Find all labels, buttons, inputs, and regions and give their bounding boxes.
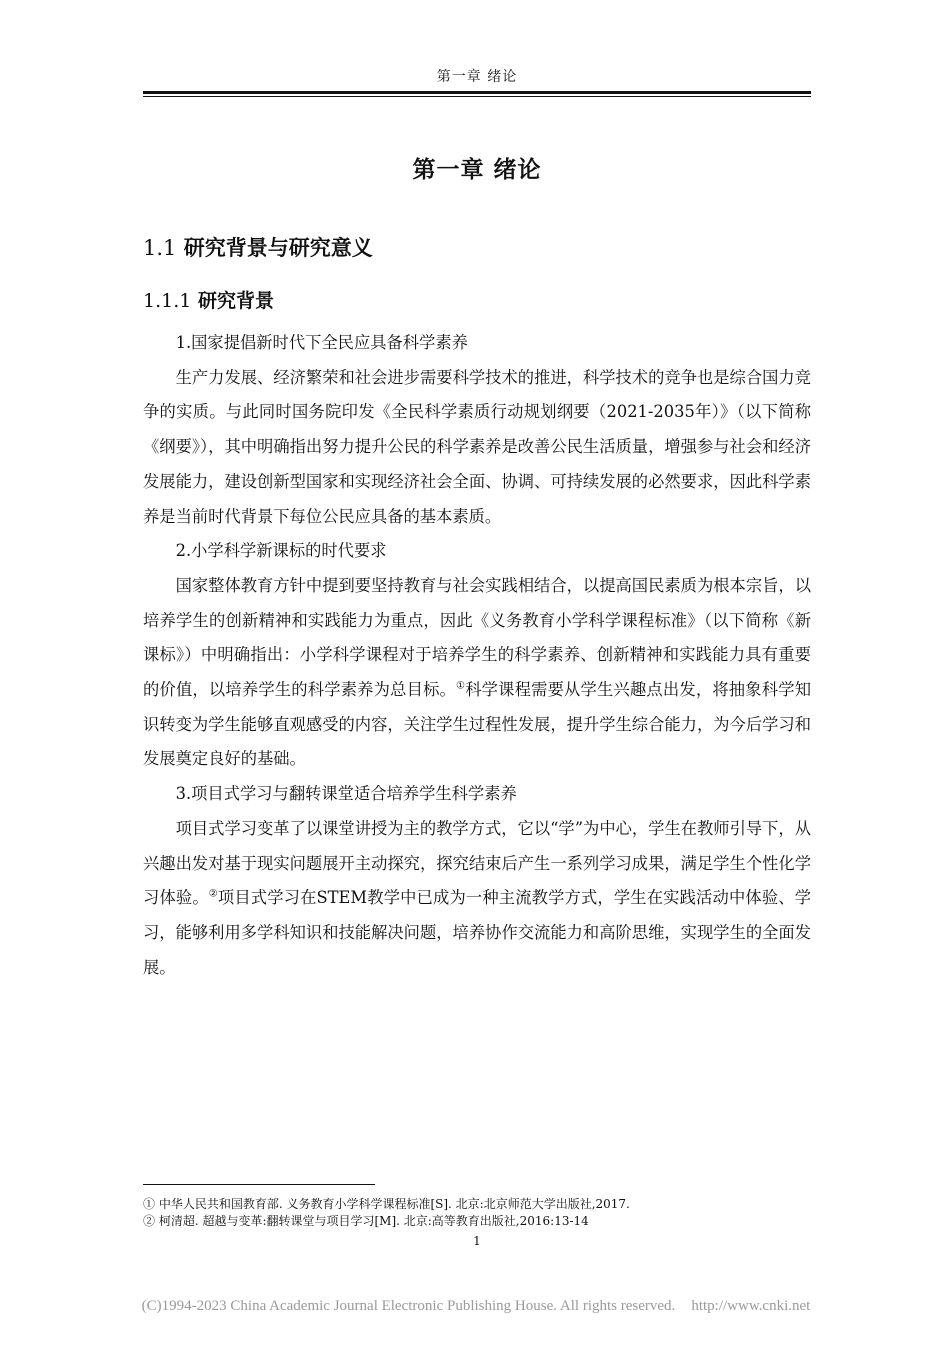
copyright-text: (C)1994-2023 China Academic Journal Electronic Publishing House. All rights reserved. [141,1298,676,1314]
footnotes [143,1196,811,1230]
subheading-1: 1.国家提倡新时代下全民应具备科学素养 [175,333,468,352]
paragraph-1: 生产力发展、经济繁荣和社会进步需要科学技术的推进，科学技术的竞争也是综合国力竞争的实质。与此同时国务院印发《全民科学素质行动规划纲要（2021-2035年）》（以下简称《纲要》），其中明确指出努力提升公民的科学素养是改善公民生活质量，增强参与社会和经济发展能力，建设创新型国家和实现经济社会全面、协调、可持续发展的必然要求，因此科学素养是当前时代背景下每位公民应具备的基本素质。 [143,367,811,526]
paragraph-2 [143,569,811,777]
subsection-number: 1.1.1 [143,290,192,312]
subheading-2: 2.小学科学新课标的时代要求 [175,541,387,561]
paragraph-3-text-b: 项目式学习在STEM教学中已成为一种主流教学方式，学生在实践活动中体验、学习，能够利用多学科知识和技能解决问题，培养协作交流能力和高阶思维，实现学生的全面发展。 [143,888,811,977]
paragraph-2-text-a: 国家整体教育方针中提到要坚持教育与社会实践相结合，以提高国民素质为根本宗旨，以培养学生的创新精神和实践能力为重点，因此《义务教育小学科学课程标准》（以下简称《新课标》）中明确指出：小学科学课程对于培养学生的科学素养、创新精神和实践能力具有重要的价值，以培养学生的科学素养为总目标。 [143,575,811,700]
paragraph-3-text-a: 项目式学习变革了以课堂讲授为主的教学方式，它以“学”为中心，学生在教师引导下，从兴趣出发对基于现实问题展开主动探究，探究结束后产生一系列学习成果，满足学生个性化学习体验。 [143,818,811,908]
subheading-3: 3.项目式学习与翻转课堂适合培养学生科学素养 [175,784,517,804]
subsection-heading [143,286,274,313]
footnote-2: ② 柯清超. 超越与变革:翻转课堂与项目学习[M]. 北京:高等教育出版社,2016:13-14 [143,1214,589,1228]
copyright-footer [0,1298,952,1315]
section-number: 1.1 [143,236,177,260]
chapter-title: 第一章 绪论 [412,157,542,183]
paragraph-2-text-b: 科学课程需要从学生兴趣点出发，将抽象科学知识转变为学生能够直观感受的内容，关注学生过程性发展，提升学生综合能力，为今后学习和发展奠定良好的基础。 [143,680,811,769]
subsection-title: 研究背景 [197,290,274,312]
section-heading [143,232,373,262]
running-header: 第一章 绪论 [436,69,518,85]
paragraph-3 [143,812,811,986]
footnote-ref-1: ① [456,680,466,692]
copyright-url: http://www.cnki.net [691,1298,811,1314]
page-number: 1 [473,1234,481,1248]
footnote-rule [143,1184,375,1185]
body-text [143,326,811,985]
footnote-ref-2: ② [208,888,218,900]
header-rule-thick [143,91,811,94]
section-title: 研究背景与研究意义 [183,236,373,260]
header-rule-thin [143,96,811,97]
footnote-1: ① 中华人民共和国教育部. 义务教育小学科学课程标准[S]. 北京:北京师范大学出版社,2017. [143,1197,630,1211]
